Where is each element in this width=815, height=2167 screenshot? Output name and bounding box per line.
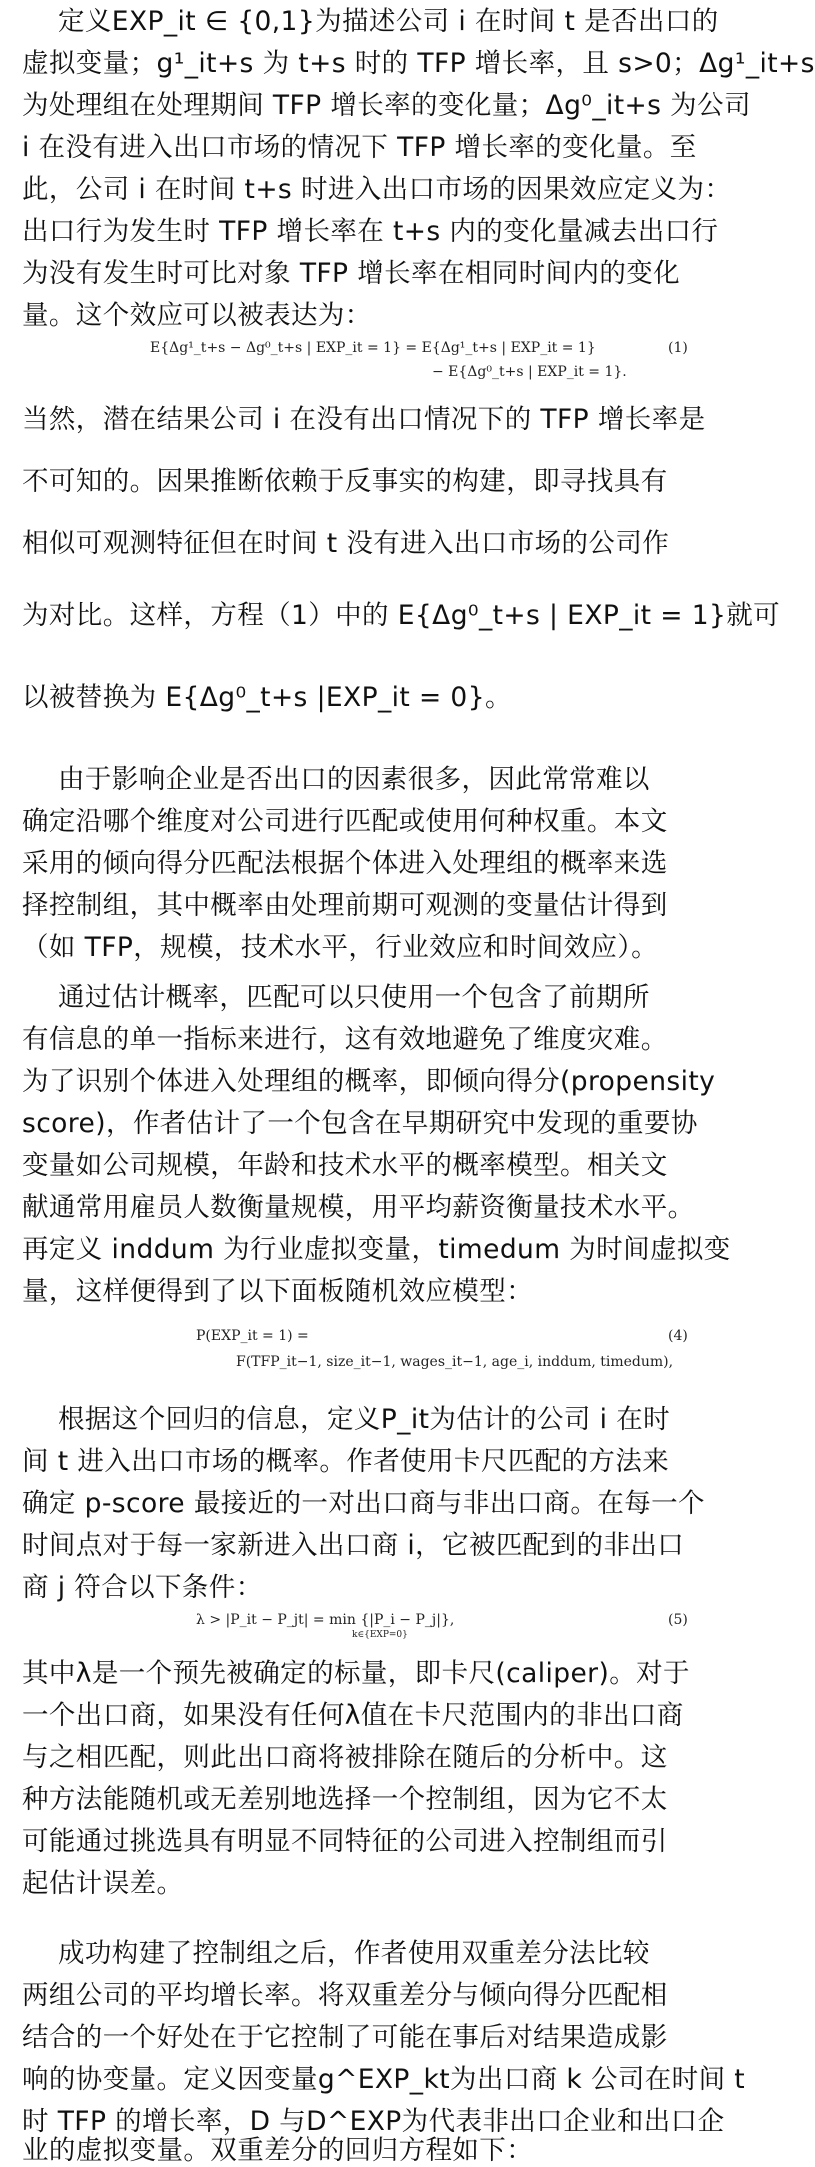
equation-number: (5) <box>668 1612 688 1628</box>
text-line: 一个出口商，如果没有任何λ值在卡尺范围内的非出口商 <box>22 1700 684 1731</box>
equation-number: (4) <box>668 1328 688 1344</box>
equation-line: − E{Δg⁰_t+s | EXP_it = 1}. <box>432 364 627 380</box>
text-line: 为处理组在处理期间 TFP 增长率的变化量；Δg⁰_it+s 为公司 <box>22 90 751 121</box>
text-line: 通过估计概率，匹配可以只使用一个包含了前期所 <box>58 982 650 1013</box>
text-line: 业的虚拟变量。双重差分的回归方程如下： <box>22 2135 534 2166</box>
text-line: 根据这个回归的信息，定义P_it为估计的公司 i 在时 <box>58 1404 670 1435</box>
text-line: 成功构建了控制组之后，作者使用双重差分法比较 <box>58 1938 650 1969</box>
text-line: 可能通过挑选具有明显不同特征的公司进入控制组而引 <box>22 1826 668 1857</box>
text-line: 有信息的单一指标来进行，这有效地避免了维度灾难。 <box>22 1024 668 1055</box>
text-line: score)，作者估计了一个包含在早期研究中发现的重要协 <box>22 1108 698 1139</box>
text-line: 为对比。这样，方程（1）中的 E{Δg⁰_t+s | EXP_it = 1}就可 <box>22 600 781 631</box>
text-line: 为了识别个体进入处理组的概率，即倾向得分(propensity <box>22 1066 716 1097</box>
text-line: 响的协变量。定义因变量g^EXP_kt为出口商 k 公司在时间 t <box>22 2064 746 2095</box>
text-line: 相似可观测特征但在时间 t 没有进入出口市场的公司作 <box>22 528 670 559</box>
text-line: 出口行为发生时 TFP 增长率在 t+s 内的变化量减去出口行 <box>22 216 719 247</box>
text-line: 量，这样便得到了以下面板随机效应模型： <box>22 1276 534 1307</box>
text-line: 时 TFP 的增长率，D 与D^EXP为代表非出口企业和出口企 <box>22 2106 725 2137</box>
text-line: 其中λ是一个预先被确定的标量，即卡尺(caliper)。对于 <box>22 1658 690 1689</box>
text-line: 虚拟变量；g¹_it+s 为 t+s 时的 TFP 增长率，且 s>0；Δg¹_it+s <box>22 48 815 79</box>
text-line: 此，公司 i 在时间 t+s 时进入出口市场的因果效应定义为： <box>22 174 732 205</box>
equation-line: P(EXP_it = 1) = <box>196 1328 309 1344</box>
text-line: 商 j 符合以下条件： <box>22 1572 263 1603</box>
text-line: 确定 p-score 最接近的一对出口商与非出口商。在每一个 <box>22 1488 705 1519</box>
text-line: 两组公司的平均增长率。将双重差分与倾向得分匹配相 <box>22 1980 668 2011</box>
text-line: 种方法能随机或无差别地选择一个控制组，因为它不太 <box>22 1784 668 1815</box>
equation-number: (1) <box>668 340 688 356</box>
text-line: 确定沿哪个维度对公司进行匹配或使用何种权重。本文 <box>22 806 668 837</box>
text-line: 再定义 inddum 为行业虚拟变量，timedum 为时间虚拟变 <box>22 1234 731 1265</box>
text-line: 不可知的。因果推断依赖于反事实的构建，即寻找具有 <box>22 466 668 497</box>
text-line: 定义EXP_it ∈ {0,1}为描述公司 i 在时间 t 是否出口的 <box>58 6 719 37</box>
text-line: 与之相匹配，则此出口商将被排除在随后的分析中。这 <box>22 1742 668 1773</box>
text-line: 起估计误差。 <box>22 1868 184 1899</box>
text-line: 采用的倾向得分匹配法根据个体进入处理组的概率来选 <box>22 848 668 879</box>
text-line: 时间点对于每一家新进入出口商 i，它被匹配到的非出口 <box>22 1530 685 1561</box>
text-line: 间 t 进入出口市场的概率。作者使用卡尺匹配的方法来 <box>22 1446 670 1477</box>
equation-line: F(TFP_it−1, size_it−1, wages_it−1, age_i, inddum, timedum), <box>236 1354 674 1370</box>
text-line: 献通常用雇员人数衡量规模，用平均薪资衡量技术水平。 <box>22 1192 695 1223</box>
text-line: （如 TFP，规模，技术水平，行业效应和时间效应）。 <box>22 932 658 963</box>
equation-subscript: k∈{EXP=0} <box>352 1630 408 1640</box>
text-line: 当然，潜在结果公司 i 在没有出口情况下的 TFP 增长率是 <box>22 404 706 435</box>
text-line: i 在没有进入出口市场的情况下 TFP 增长率的变化量。至 <box>22 132 697 163</box>
equation-line: λ > |P_it − P_jt| = min {|P_i − P_j|}, <box>196 1612 455 1628</box>
text-line: 为没有发生时可比对象 TFP 增长率在相同时间内的变化 <box>22 258 681 289</box>
text-line: 择控制组，其中概率由处理前期可观测的变量估计得到 <box>22 890 668 921</box>
text-line: 量。这个效应可以被表达为： <box>22 300 372 331</box>
text-line: 结合的一个好处在于它控制了可能在事后对结果造成影 <box>22 2022 668 2053</box>
equation-line: E{Δg¹_t+s − Δg⁰_t+s | EXP_it = 1} = E{Δg¹_t+s | EXP_it = 1} <box>150 340 596 356</box>
text-line: 变量如公司规模，年龄和技术水平的概率模型。相关文 <box>22 1150 668 1181</box>
text-line: 以被替换为 E{Δg⁰_t+s |EXP_it = 0}。 <box>22 682 512 713</box>
text-line: 由于影响企业是否出口的因素很多，因此常常难以 <box>58 764 650 795</box>
